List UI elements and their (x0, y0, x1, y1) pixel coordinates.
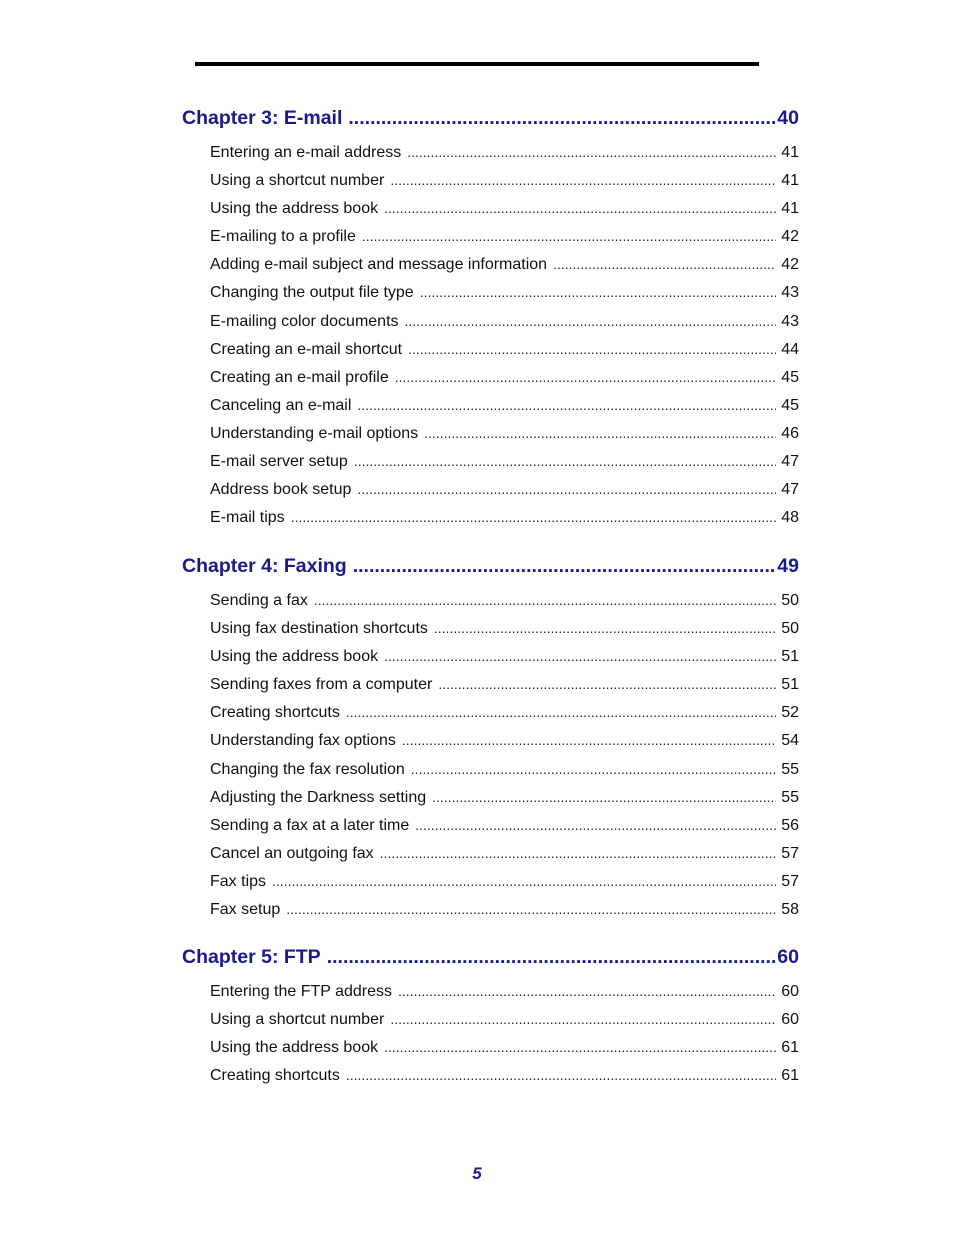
toc-entry[interactable] (210, 586, 799, 614)
toc-entry[interactable] (210, 391, 799, 419)
entry-page-number: 47 (781, 453, 799, 471)
entry-page-number: 61 (781, 1067, 799, 1085)
dot-leader (434, 614, 776, 642)
toc-entry[interactable] (210, 166, 799, 194)
entry-page-number: 48 (781, 509, 799, 527)
entry-title: Sending a fax (210, 592, 308, 609)
dot-leader (398, 977, 776, 1005)
dot-leader (407, 138, 776, 166)
entry-title: Using the address book (210, 648, 379, 666)
toc-entry[interactable] (210, 250, 799, 278)
entry-title: Creating shortcuts (210, 1067, 340, 1085)
dot-leader (390, 166, 776, 194)
entry-title: E-mail server setup (210, 453, 348, 471)
entry-page-number: 41 (781, 144, 799, 161)
dot-leader (390, 1005, 776, 1033)
toc-entry[interactable] (210, 895, 799, 923)
entry-page-number: 41 (781, 172, 799, 190)
dot-leader (384, 1033, 776, 1061)
dot-leader (424, 419, 776, 447)
dot-leader (314, 586, 776, 614)
toc-entry[interactable] (210, 363, 799, 391)
entry-title: Changing the output file type (210, 284, 414, 302)
toc-entry[interactable] (210, 755, 799, 783)
entry-page-number: 46 (781, 424, 799, 442)
entry-title: Using a shortcut number (210, 172, 385, 190)
toc-entry[interactable] (210, 335, 799, 363)
toc-entry[interactable] (210, 614, 799, 642)
dot-leader (402, 726, 776, 754)
dot-leader (327, 941, 776, 973)
entry-page-number: 52 (781, 704, 799, 722)
toc-chapter-faxing (182, 550, 799, 923)
toc-entry[interactable] (210, 977, 799, 1005)
chapter-page-number: 40 (777, 107, 799, 129)
toc-chapter-email (182, 102, 799, 531)
dot-leader (395, 363, 776, 391)
dot-leader (362, 222, 776, 250)
entry-title: Adjusting the Darkness setting (210, 788, 427, 806)
entry-title: Using the address book (210, 200, 379, 218)
toc-entry[interactable] (210, 503, 799, 531)
chapter-title: Chapter 3: E-mail (182, 107, 343, 129)
entry-page-number: 57 (781, 844, 799, 862)
entry-page-number: 45 (781, 396, 799, 414)
toc-entry[interactable] (210, 447, 799, 475)
chapter-heading[interactable] (182, 941, 799, 973)
entry-page-number: 50 (781, 620, 799, 638)
entry-title: Canceling an e-mail (210, 396, 352, 414)
dot-leader (432, 783, 776, 811)
entry-page-number: 43 (781, 284, 799, 302)
dot-leader (286, 895, 776, 923)
toc-entry[interactable] (210, 839, 799, 867)
entry-title: Understanding fax options (210, 732, 396, 750)
toc-entry[interactable] (210, 811, 799, 839)
header-rule (195, 62, 759, 66)
entry-title: Fax setup (210, 901, 281, 919)
entry-title: Entering an e-mail address (210, 144, 402, 161)
dot-leader (384, 642, 776, 670)
entry-title: Cancel an outgoing fax (210, 844, 374, 862)
toc-entry[interactable] (210, 1033, 799, 1061)
dot-leader (291, 503, 777, 531)
toc-entry[interactable] (210, 1061, 799, 1089)
dot-leader (553, 250, 776, 278)
dot-leader (348, 102, 775, 134)
toc-entry-list (182, 138, 799, 531)
dot-leader (346, 1061, 776, 1089)
entry-title: E-mailing color documents (210, 312, 399, 330)
toc-entry[interactable] (210, 194, 799, 222)
dot-leader (411, 755, 776, 783)
entry-page-number: 54 (781, 732, 799, 750)
entry-page-number: 55 (781, 788, 799, 806)
entry-page-number: 51 (781, 676, 799, 694)
entry-page-number: 47 (781, 481, 799, 499)
dot-leader (357, 391, 776, 419)
dot-leader (420, 278, 777, 306)
entry-title: Adding e-mail subject and message information (210, 256, 548, 274)
toc-entry[interactable] (210, 307, 799, 335)
entry-page-number: 61 (781, 1039, 799, 1057)
toc-entry[interactable] (210, 726, 799, 754)
entry-title: E-mailing to a profile (210, 228, 356, 246)
entry-title: Sending a fax at a later time (210, 816, 410, 834)
toc-entry[interactable] (210, 138, 799, 166)
toc-entry[interactable] (210, 670, 799, 698)
entry-title: Changing the fax resolution (210, 760, 405, 778)
toc-chapter-ftp (182, 941, 799, 1089)
dot-leader (405, 307, 777, 335)
chapter-heading[interactable] (182, 102, 799, 134)
chapter-title: Chapter 4: Faxing (182, 555, 347, 577)
toc-entry[interactable] (210, 475, 799, 503)
toc-entry[interactable] (210, 419, 799, 447)
entry-page-number: 60 (781, 1011, 799, 1029)
entry-page-number: 60 (781, 983, 799, 1000)
entry-page-number: 42 (781, 228, 799, 246)
entry-title: Fax tips (210, 872, 267, 890)
chapter-page-number: 49 (777, 555, 799, 577)
entry-title: Entering the FTP address (210, 983, 393, 1000)
dot-leader (353, 550, 776, 582)
toc-entry[interactable] (210, 222, 799, 250)
entry-page-number: 51 (781, 648, 799, 666)
dot-leader (346, 698, 776, 726)
toc-entry[interactable] (210, 642, 799, 670)
dot-leader (438, 670, 776, 698)
entry-title: Creating shortcuts (210, 704, 340, 722)
dot-leader (384, 194, 776, 222)
entry-title: Creating an e-mail shortcut (210, 340, 403, 358)
entry-page-number: 44 (781, 340, 799, 358)
page-number: 5 (472, 1164, 482, 1183)
dot-leader (354, 447, 776, 475)
dot-leader (357, 475, 776, 503)
entry-title: Using fax destination shortcuts (210, 620, 428, 638)
entry-page-number: 41 (781, 200, 799, 218)
chapter-heading[interactable] (182, 550, 799, 582)
chapter-page-number: 60 (777, 946, 799, 968)
entry-page-number: 43 (781, 312, 799, 330)
entry-page-number: 45 (781, 368, 799, 386)
entry-page-number: 55 (781, 760, 799, 778)
chapter-title: Chapter 5: FTP (182, 946, 321, 968)
entry-title: Using a shortcut number (210, 1011, 385, 1029)
toc-entry[interactable] (210, 1005, 799, 1033)
dot-leader (408, 335, 776, 363)
toc-entry-list (182, 586, 799, 923)
entry-page-number: 58 (781, 901, 799, 919)
toc-entry[interactable] (210, 783, 799, 811)
toc-entry[interactable] (210, 278, 799, 306)
entry-title: Sending faxes from a computer (210, 676, 433, 694)
toc-entry-list (182, 977, 799, 1089)
entry-page-number: 50 (781, 592, 799, 609)
entry-title: E-mail tips (210, 509, 285, 527)
entry-page-number: 56 (781, 816, 799, 834)
toc-entry[interactable] (210, 867, 799, 895)
entry-title: Creating an e-mail profile (210, 368, 389, 386)
entry-title: Address book setup (210, 481, 352, 499)
toc-entry[interactable] (210, 698, 799, 726)
entry-title: Using the address book (210, 1039, 379, 1057)
dot-leader (380, 839, 777, 867)
entry-page-number: 57 (781, 872, 799, 890)
dot-leader (272, 867, 776, 895)
entry-title: Understanding e-mail options (210, 424, 419, 442)
dot-leader (415, 811, 776, 839)
entry-page-number: 42 (781, 256, 799, 274)
